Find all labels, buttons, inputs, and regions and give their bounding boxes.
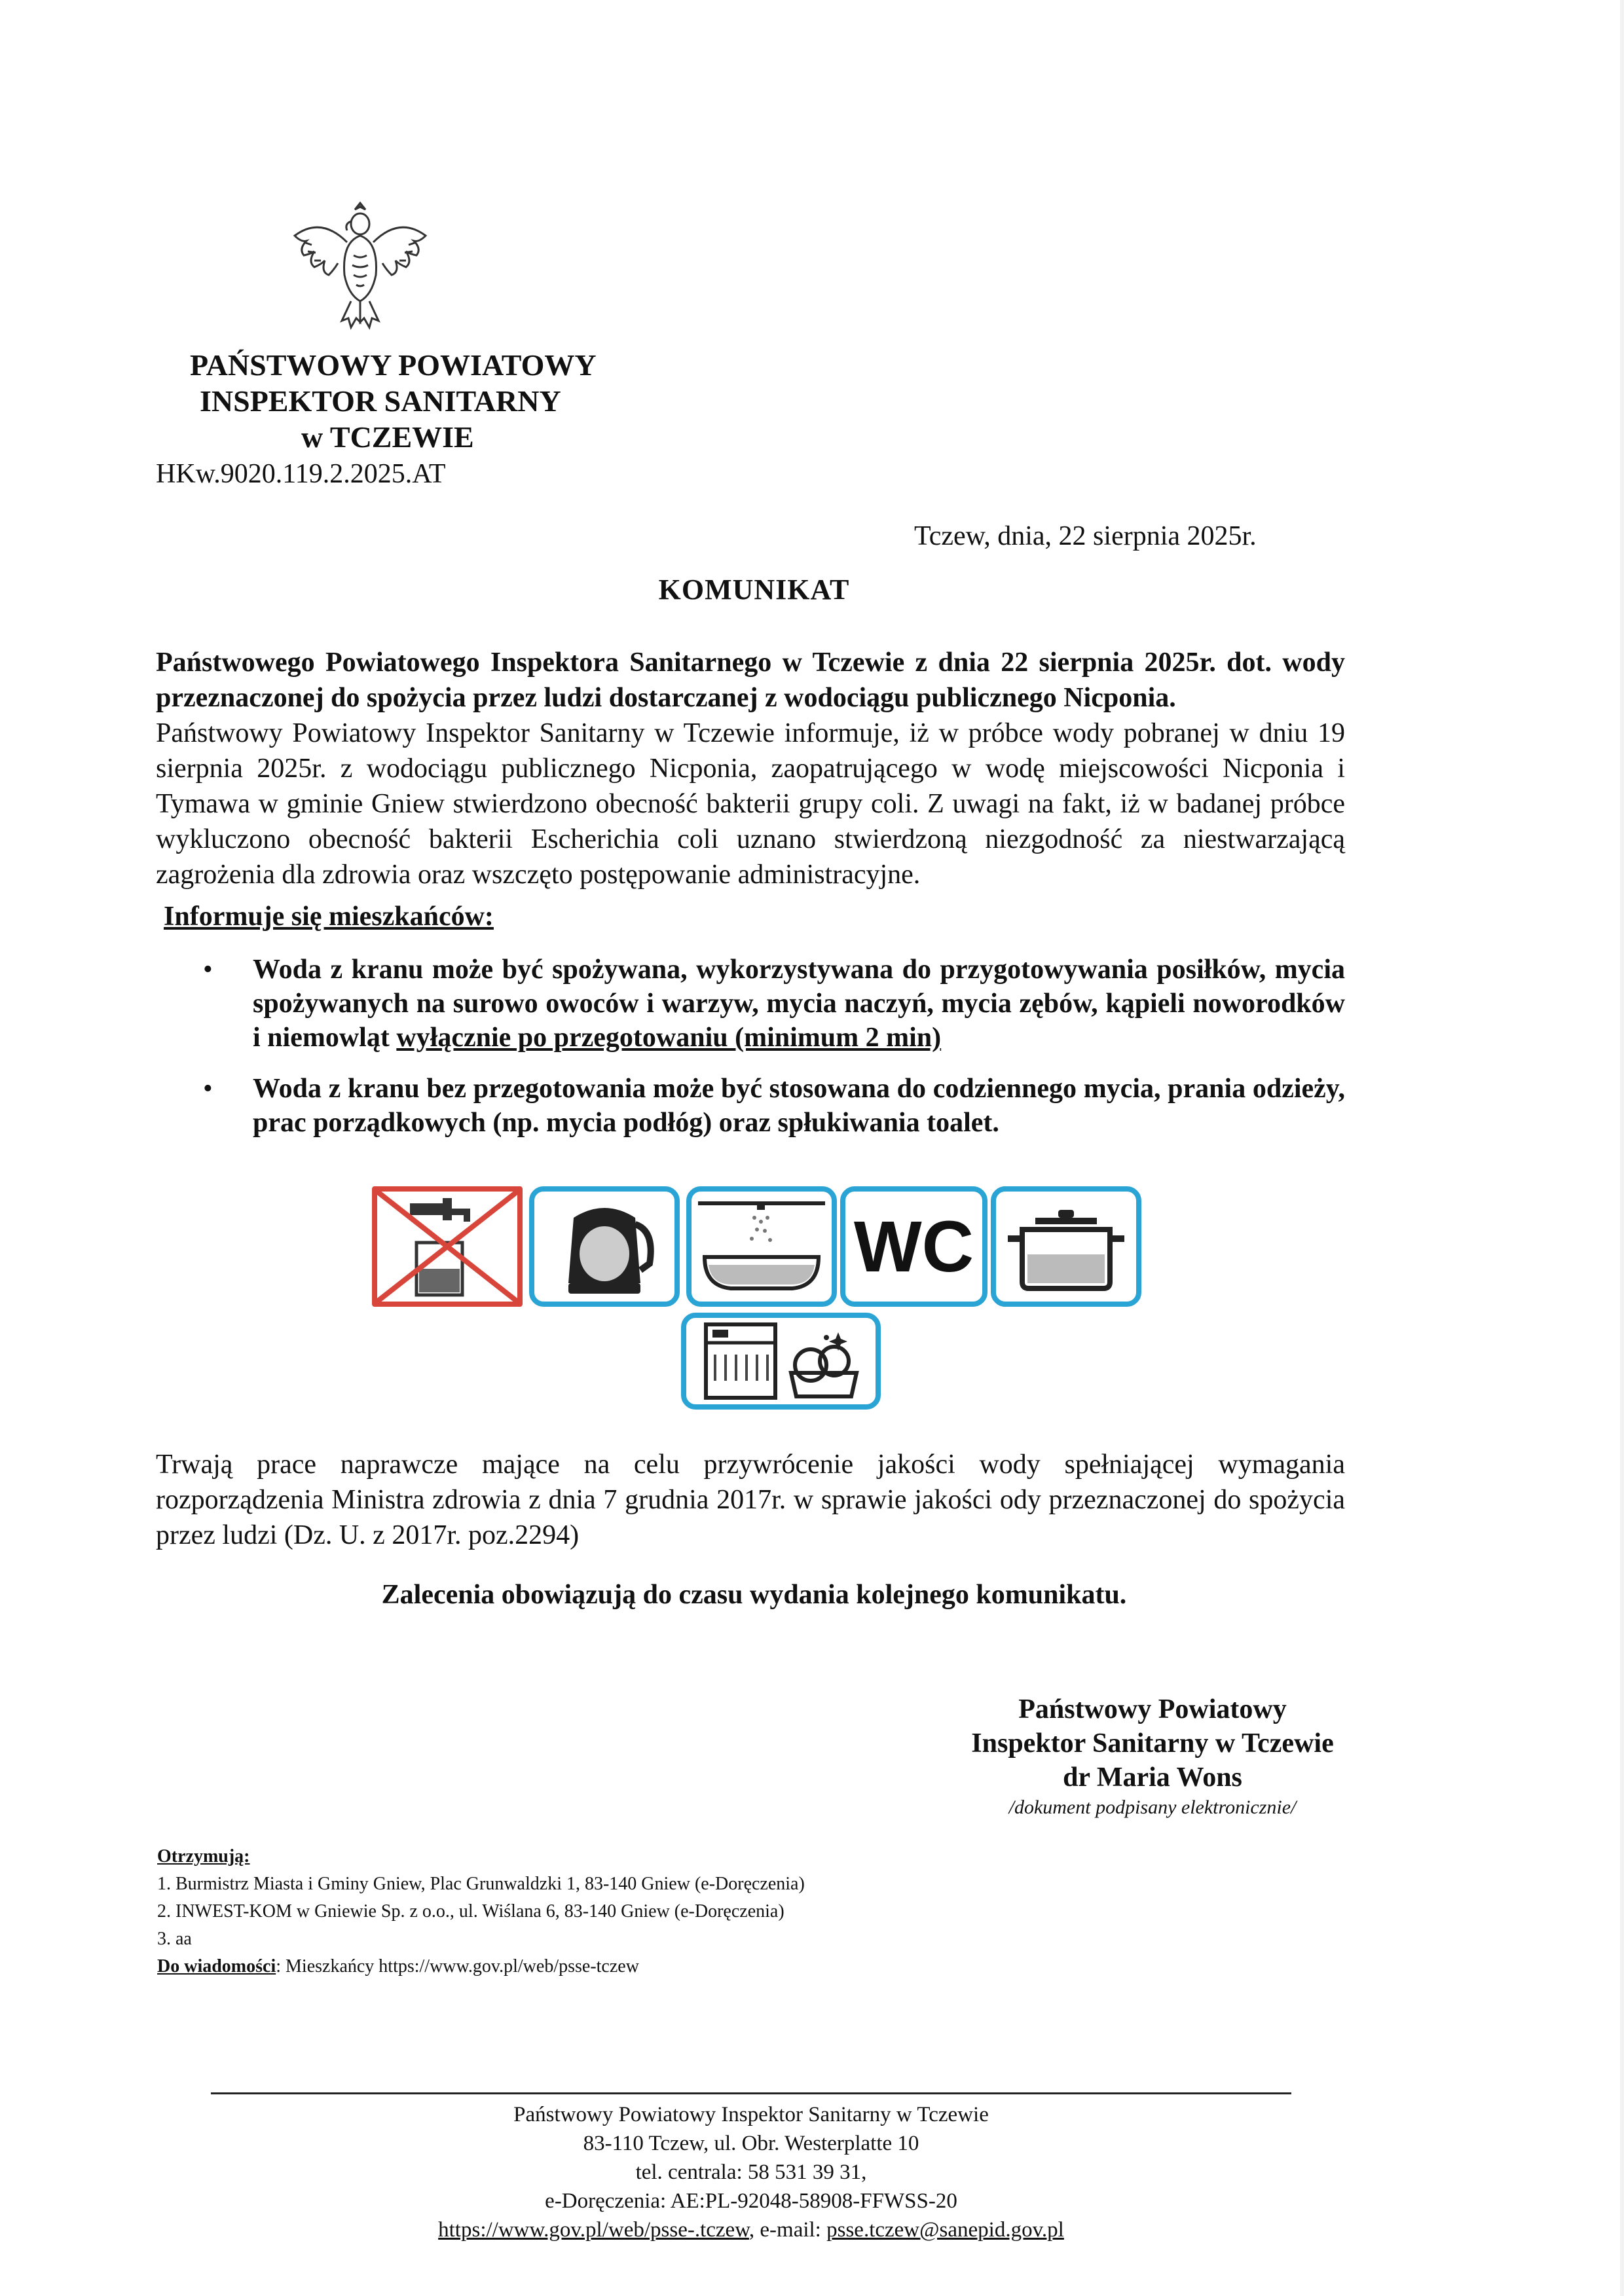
website-link[interactable]: https://www.gov.pl/web/psse-.tczew	[438, 2218, 749, 2242]
wc-icon	[840, 1186, 987, 1307]
signature-line-1: Państwowy Powiatowy	[1018, 1694, 1287, 1724]
shower-bath-icon	[686, 1186, 837, 1307]
header-line-1: PAŃSTWOWY POWIATOWY	[190, 348, 597, 382]
signature-block	[838, 1692, 1467, 1821]
advice-list	[164, 953, 1345, 1157]
dishwasher-icon	[681, 1313, 881, 1410]
closing-paragraph: Trwają prace naprawcze mające na celu przywrócenie jakości wody spełniającej wymagania rozporządzenia Ministra zdrowia z dnia 7 grudnia 2017r. w sprawie jakości ody przeznaczonej do spożycia przez ludzi (Dz. U. z 2017r. poz.2294)	[156, 1449, 1345, 1550]
wc-label: WC	[853, 1206, 974, 1287]
recipient-item: 3. aa	[157, 1929, 192, 1949]
eagle-emblem	[288, 183, 432, 340]
footer	[211, 2100, 1291, 2244]
intro-paragraph: Państwowy Powiatowy Inspektor Sanitarny w Tczewie informuje, iż w próbce wody pobranej w dniu 19 sierpnia 2025r. z wodociągu publicznego Nicponia, zaopatrującego w wodę miejscowości Nicponia i Tymawa w gminie Gniew stwierdzono obecność bakterii grupy coli. Z uwagi na fakt, iż w badanej próbce wykluczono obecność bakterii Escherichia coli uznano stwierdzoną niezgodność za niestwarzającą zagrożenia dla zdrowia oraz wszczęto postępowanie administracyjne.	[156, 718, 1345, 890]
footer-line-4: e-Doręczenia: AE:PL-92048-58908-FFWSS-20	[545, 2189, 957, 2213]
scan-edge-shadow	[1620, 0, 1624, 2296]
bullet-icon: •	[203, 955, 213, 985]
header-line-2: INSPEKTOR SANITARNY	[200, 384, 561, 418]
signature-line-2: Inspektor Sanitarny w Tczewie	[971, 1728, 1334, 1758]
recipients-heading: Otrzymują:	[157, 1846, 250, 1867]
recipient-item: 2. INWEST-KOM w Gniewie Sp. z o.o., ul. Wiślana 6, 83-140 Gniew (e-Doręczenia)	[157, 1901, 784, 1922]
footer-separator: , e-mail:	[748, 2218, 827, 2242]
recipients-block	[157, 1843, 805, 1980]
signature-name: dr Maria Wons	[1063, 1762, 1242, 1793]
footer-links	[211, 2215, 1291, 2244]
cooking-pot-icon	[991, 1186, 1141, 1307]
advice-item-boil	[164, 953, 1345, 1055]
bullet-icon: •	[203, 1074, 213, 1104]
document-title: KOMUNIKAT	[658, 574, 850, 606]
info-heading: Informuje się mieszkańców:	[164, 902, 494, 932]
fyi-label: Do wiadomości	[157, 1956, 276, 1977]
fyi-line	[157, 1953, 805, 1980]
footer-line-2: 83-110 Tczew, ul. Obr. Westerplatte 10	[583, 2132, 919, 2155]
reference-number: HKw.9020.119.2.2025.AT	[156, 459, 446, 489]
email-link[interactable]: psse.tczew@sanepid.gov.pl	[826, 2218, 1064, 2242]
footer-line-1: Państwowy Powiatowy Inspektor Sanitarny w Tczewie	[513, 2103, 989, 2126]
kettle-icon	[529, 1186, 680, 1307]
footer-line-3: tel. centrala: 58 531 39 31,	[635, 2160, 867, 2184]
advice-text: Woda z kranu może być spożywana, wykorzystywana do przygotowywania posiłków, mycia spożywanych na surowo owoców i warzyw, mycia naczyń, mycia zębów, kąpieli noworodków i niemowląt	[253, 955, 1345, 1053]
footer-divider	[211, 2092, 1291, 2094]
no-tap-water-icon	[372, 1186, 523, 1307]
header-line-3: w TCZEWIE	[301, 420, 474, 454]
document-date: Tczew, dnia, 22 sierpnia 2025r.	[914, 521, 1257, 551]
signature-note: /dokument podpisany elektronicznie/	[1008, 1796, 1297, 1818]
advice-item-no-boil	[164, 1072, 1345, 1140]
recommendation-note: Zalecenia obowiązują do czasu wydania kolejnego komunikatu.	[381, 1580, 1127, 1610]
advice-underlined-text: wyłącznie po przegotowaniu (minimum 2 min)	[396, 1023, 942, 1053]
intro-bold-paragraph: Państwowego Powiatowego Inspektora Sanitarnego w Tczewie z dnia 22 sierpnia 2025r. dot. wody przeznaczonej do spożycia przez ludzi dostarczanej z wodociągu publicznego Nicponia.	[156, 647, 1345, 713]
recipient-item: 1. Burmistrz Miasta i Gminy Gniew, Plac Grunwaldzki 1, 83-140 Gniew (e-Doręczenia)	[157, 1874, 805, 1894]
intro-section	[156, 645, 1345, 892]
fyi-text: : Mieszkańcy https://www.gov.pl/web/psse-tczew	[276, 1956, 639, 1977]
advice-text: Woda z kranu bez przegotowania może być stosowana do codziennego mycia, prania odzieży, prac porządkowych (np. mycia podłóg) oraz spłukiwania toalet.	[253, 1074, 1345, 1138]
